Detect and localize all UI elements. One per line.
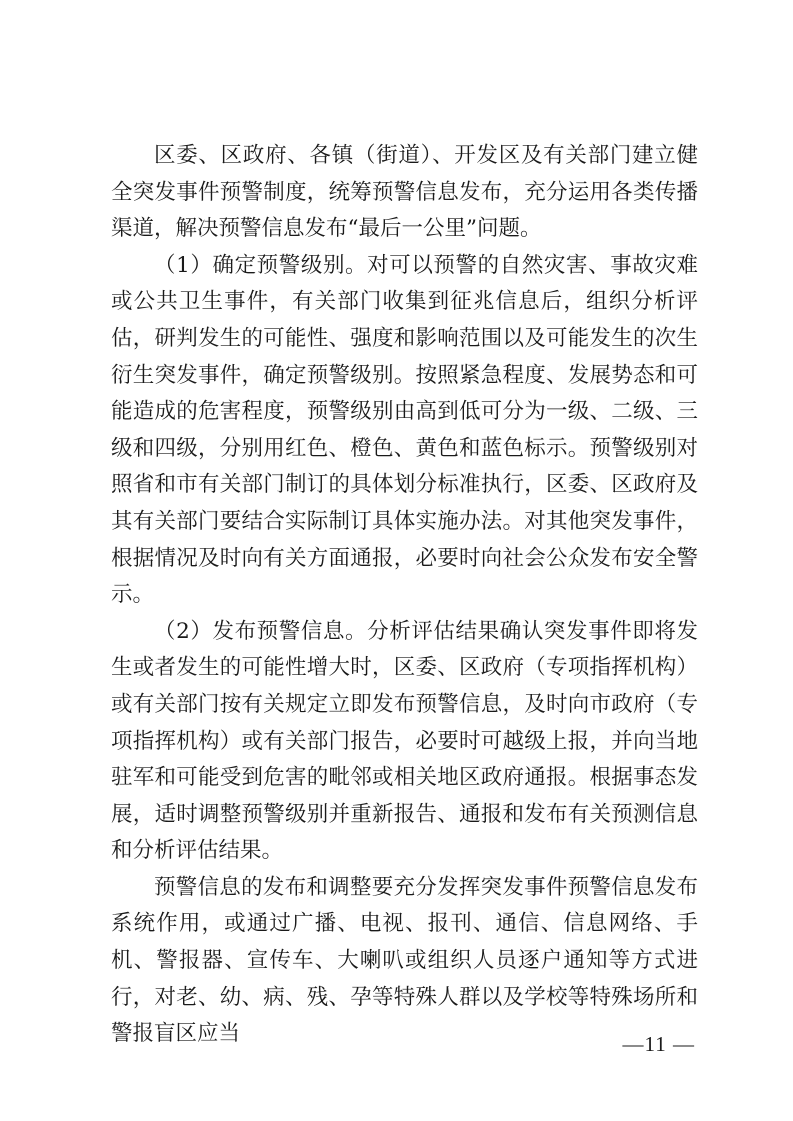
paragraph-warning-dissemination: 预警信息的发布和调整要充分发挥突发事件预警信息发布系统作用，或通过广播、电视、报刊、通信、信息网络、手机、警报器、宣传车、大喇叭或组织人员逐户通知等方式进行，对老、幼、病、残、孕等特殊人群以及学校等特殊场所和警报盲区应当 xyxy=(111,874,698,1047)
paragraph-determine-warning-level: （1）确定预警级别。对可以预警的自然灾害、事故灾难或公共卫生事件，有关部门收集到征兆信息后，组织分析评估，研判发生的可能性、强度和影响范围以及可能发生的次生衍生突发事件，确定预警级别。按照紧急程度、发展势态和可能造成的危害程度，预警级别由高到低可分为一级、二级、三级和四级，分别用红色、橙色、黄色和蓝色标示。预警级别对照省和市有关部门制订的具体划分标准执行，区委、区政府及其有关部门要结合实际制订具体实施办法。对其他突发事件，根据情况及时向有关方面通报，必要时向社会公众发布安全警示。 xyxy=(111,252,698,608)
page-number: —11 — xyxy=(622,1032,695,1056)
document-body xyxy=(111,138,698,1053)
paragraph-publish-warning-info: （2）发布预警信息。分析评估结果确认突发事件即将发生或者发生的可能性增大时，区委、区政府（专项指挥机构）或有关部门按有关规定立即发布预警信息，及时向市政府（专项指挥机构）或有关部门报告，必要时可越级上报，并向当地驻军和可能受到危害的毗邻或相关地区政府通报。根据事态发展，适时调整预警级别并重新报告、通报和发布有关预测信息和分析评估结果。 xyxy=(111,618,698,864)
paragraph-early-warning-system: 区委、区政府、各镇（街道）、开发区及有关部门建立健全突发事件预警制度，统筹预警信息发布，充分运用各类传播渠道，解决预警信息发布“最后一公里”问题。 xyxy=(111,143,698,242)
